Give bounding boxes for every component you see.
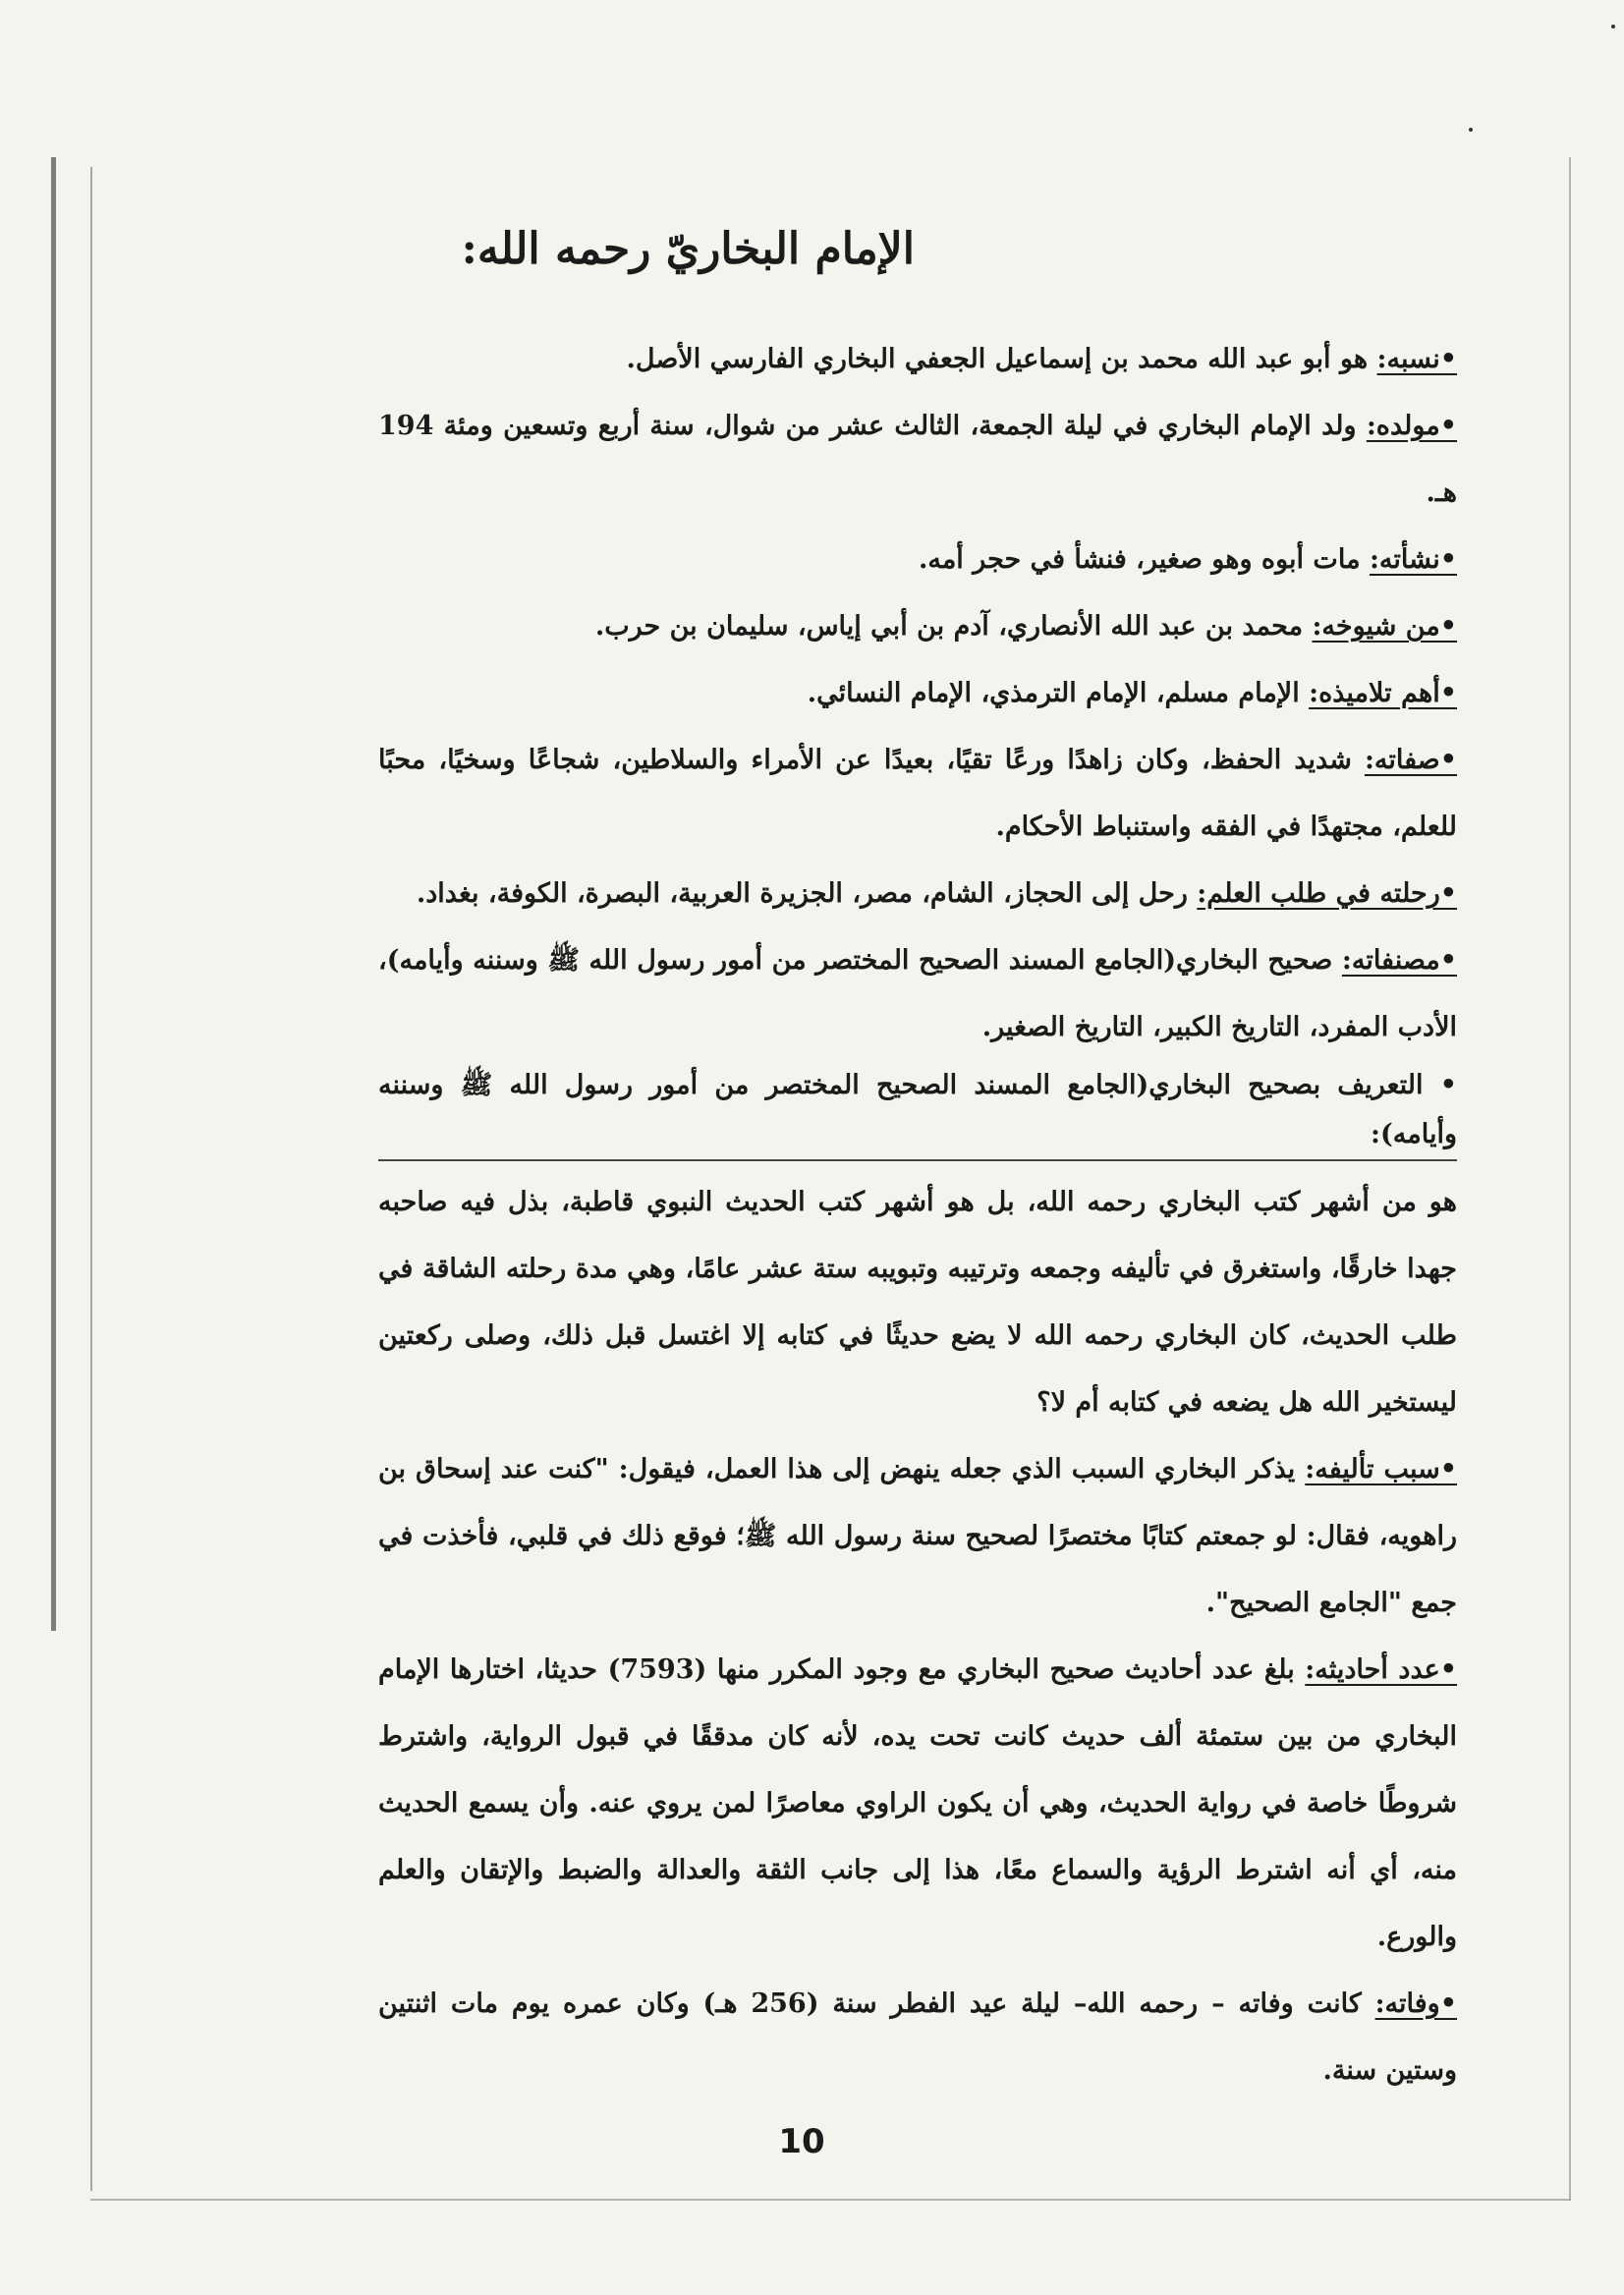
- section-text: ولد الإمام البخاري في ليلة الجمعة، الثالث عشر من شوال، سنة أربع وتسعين ومئة 194 هـ.: [378, 411, 1457, 508]
- page-title: الإمام البخاريّ رحمه الله:: [461, 224, 915, 274]
- section-text: محمد بن عبد الله الأنصاري، آدم بن أبي إياس، سليمان بن حرب.: [594, 611, 1313, 642]
- section-text: رحل إلى الحجاز، الشام، مصر، الجزيرة العربية، البصرة، الكوفة، بغداد.: [416, 878, 1198, 909]
- section-students: [378, 660, 1457, 727]
- section-label: •مولده:: [1366, 411, 1458, 441]
- section-reason: [378, 1436, 1457, 1637]
- section-label: •نسبه:: [1376, 344, 1457, 374]
- section-text: هو أبو عبد الله محمد بن إسماعيل الجعفي البخاري الفارسي الأصل.: [626, 344, 1377, 374]
- section-label: •نشأته:: [1369, 544, 1457, 575]
- scan-frame-bottom: [90, 2199, 1570, 2201]
- section-teachers: [378, 593, 1457, 660]
- section-works: [378, 927, 1457, 1061]
- section-text: كانت وفاته – رحمه الله– ليلة عيد الفطر سنة (256 هـ) وكان عمره يوم مات اثنتين وستين سنة.: [378, 1988, 1457, 2086]
- section-label: •عدد أحاديثه:: [1305, 1654, 1457, 1685]
- intro-heading-row: [378, 1061, 1457, 1169]
- section-label: •رحلته في طلب العلم:: [1197, 878, 1457, 909]
- section-label: •سبب تأليفه:: [1305, 1454, 1457, 1484]
- scan-speck: [1611, 25, 1615, 28]
- section-text: مات أبوه وهو صغير، فنشأ في حجر أمه.: [918, 544, 1370, 575]
- document-body: [378, 326, 1457, 2104]
- scan-frame-right: [1569, 157, 1571, 2201]
- section-text: شديد الحفظ، وكان زاهدًا ورعًا تقيًا، بعيدًا عن الأمراء والسلاطين، شجاعًا وسخيًا، محبًا للعلم، مجتهدًا في الفقه واستنباط الأحكام.: [378, 745, 1457, 842]
- intro-paragraph: هو من أشهر كتب البخاري رحمه الله، بل هو أشهر كتب الحديث النبوي قاطبة، بذل فيه صاحبه جهدا خارقًا، واستغرق في تأليفه وجمعه وترتيبه وتبويبه ستة عشر عامًا، وهي مدة رحلته الشاقة في طلب الحديث، كان البخاري رحمه الله لا يضع حديثًا في كتابه إلا اغتسل قبل ذلك، وصلى ركعتين ليستخير الله هل يضعه في كتابه أم لا؟: [378, 1187, 1457, 1418]
- section-traits: [378, 727, 1457, 861]
- section-text: الإمام مسلم، الإمام الترمذي، الإمام النسائي.: [807, 678, 1310, 708]
- section-label: •أهم تلاميذه:: [1309, 678, 1457, 708]
- section-text: بلغ عدد أحاديث صحيح البخاري مع وجود المكرر منها (7593) حديثا، اختارها الإمام البخاري من بين ستمئة ألف حديث كانت تحت يده، لأنه كان مدققًا في قبول الرواية، واشترط شروطًا خاصة في رواية الحديث، وهي أن يكون الراوي معاصرًا لمن يروي عنه. وأن يسمع الحديث منه، أي أنه اشترط الرؤية والسماع معًا، هذا إلى جانب الثقة والعدالة والضبط والإتقان والعلم والورع.: [378, 1654, 1457, 1952]
- scan-edge-left: [51, 157, 56, 1631]
- section-upbringing: [378, 527, 1457, 593]
- section-label: •مصنفاته:: [1341, 945, 1457, 976]
- intro-heading: • التعريف بصحيح البخاري(الجامع المسند الصحيح المختصر من أمور رسول الله ﷺ وسننه وأيامه):: [378, 1061, 1457, 1161]
- section-text: يذكر البخاري السبب الذي جعله ينهض إلى هذا العمل، فيقول: "كنت عند إسحاق بن راهويه، فقال: لو جمعتم كتابًا مختصرًا لصحيح سنة رسول الله ﷺ؛ فوقع ذلك في قلبي، فأخذت في جمع "الجامع الصحيح".: [378, 1454, 1457, 1618]
- section-birth: [378, 393, 1457, 527]
- section-label: •من شيوخه:: [1312, 611, 1457, 642]
- section-lineage: [378, 326, 1457, 393]
- page-number: 10: [778, 2122, 825, 2161]
- scan-speck: [1469, 128, 1473, 132]
- scan-frame-left: [90, 167, 92, 2191]
- section-hadith-count: [378, 1637, 1457, 1971]
- section-death: [378, 1971, 1457, 2104]
- section-label: •صفاته:: [1364, 745, 1457, 775]
- section-text: صحيح البخاري(الجامع المسند الصحيح المختصر من أمور رسول الله ﷺ وسننه وأيامه)، الأدب المفرد، التاريخ الكبير، التاريخ الصغير.: [378, 945, 1457, 1042]
- section-label: •وفاته:: [1374, 1988, 1457, 2019]
- section-travels: [378, 861, 1457, 927]
